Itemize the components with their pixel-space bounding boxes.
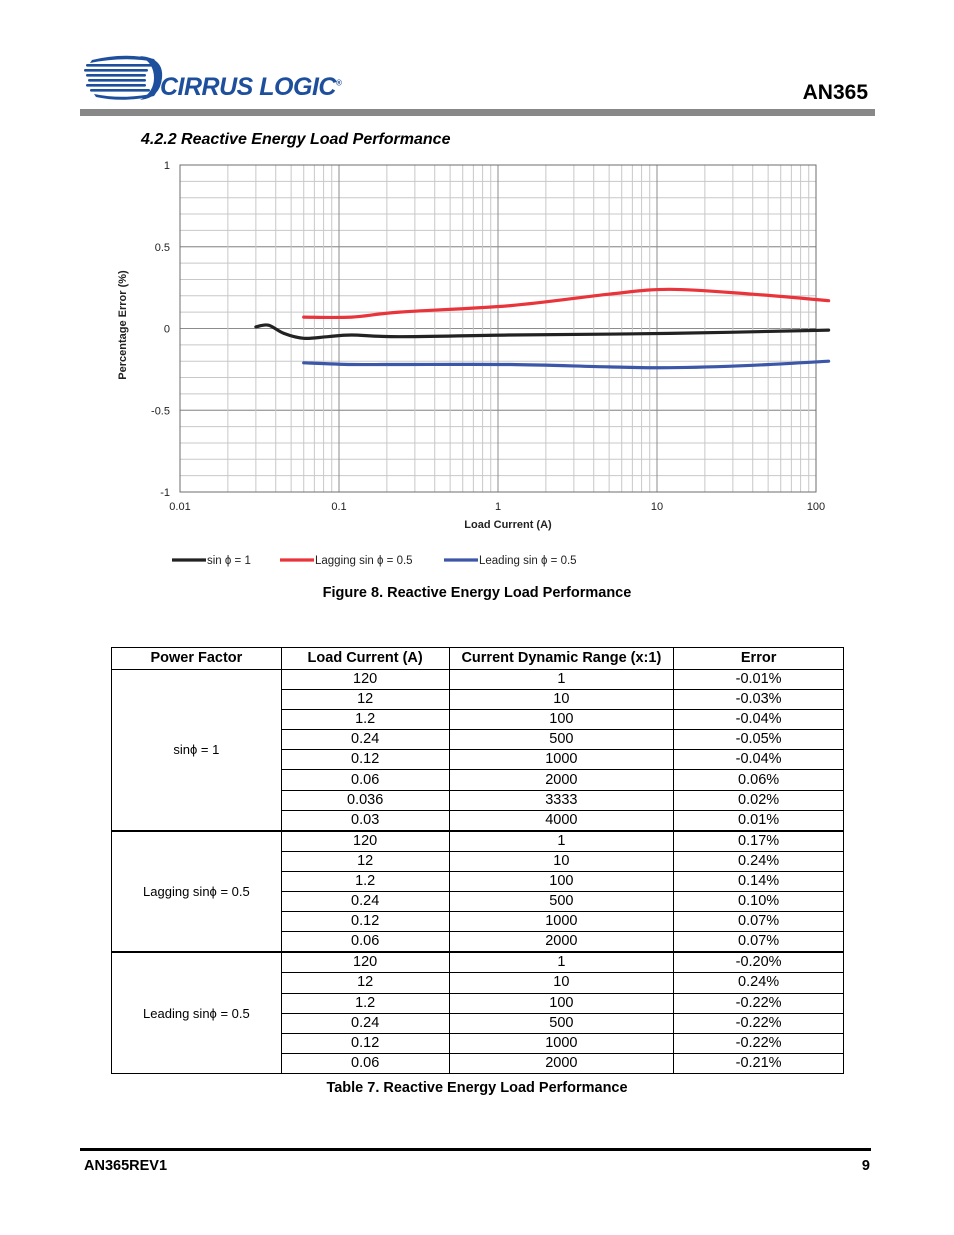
load-current-cell: 0.24 bbox=[281, 1013, 449, 1033]
load-current-cell: 120 bbox=[281, 831, 449, 852]
error-cell: -0.04% bbox=[674, 710, 844, 730]
error-cell: -0.04% bbox=[674, 750, 844, 770]
error-cell: 0.24% bbox=[674, 973, 844, 993]
error-cell: 0.07% bbox=[674, 912, 844, 932]
error-cell: 0.06% bbox=[674, 770, 844, 790]
load-current-cell: 120 bbox=[281, 952, 449, 973]
x-axis-label: Load Current (A) bbox=[464, 519, 552, 531]
dynamic-range-cell: 2000 bbox=[449, 770, 674, 790]
power-factor-cell: sinϕ = 1 bbox=[112, 670, 282, 831]
dynamic-range-cell: 2000 bbox=[449, 1053, 674, 1073]
section-title: 4.2.2 Reactive Energy Load Performance bbox=[141, 131, 451, 148]
error-cell: -0.22% bbox=[674, 993, 844, 1013]
dynamic-range-cell: 100 bbox=[449, 993, 674, 1013]
x-tick-label: 10 bbox=[650, 501, 664, 513]
load-current-cell: 12 bbox=[281, 690, 449, 710]
error-cell: -0.03% bbox=[674, 690, 844, 710]
error-cell: -0.22% bbox=[674, 1013, 844, 1033]
y-tick-label: 0 bbox=[163, 323, 170, 336]
registered-mark: ® bbox=[335, 78, 342, 88]
x-tick-label: 100 bbox=[806, 501, 826, 513]
y-tick-label: 0.5 bbox=[154, 241, 170, 254]
x-tick-label: 1 bbox=[494, 501, 502, 513]
header-load-current: Load Current (A) bbox=[281, 648, 449, 670]
load-performance-chart bbox=[0, 0, 954, 580]
document-id: AN365 bbox=[802, 81, 868, 104]
dynamic-range-cell: 10 bbox=[449, 973, 674, 993]
footer-rule bbox=[80, 1148, 871, 1151]
error-cell: 0.01% bbox=[674, 810, 844, 831]
load-current-cell: 0.036 bbox=[281, 790, 449, 810]
load-current-cell: 0.06 bbox=[281, 932, 449, 953]
power-factor-cell: Leading sinϕ = 0.5 bbox=[112, 952, 282, 1073]
dynamic-range-cell: 100 bbox=[449, 710, 674, 730]
legend-label: Lagging sin ϕ = 0.5 bbox=[315, 555, 413, 567]
load-current-cell: 1.2 bbox=[281, 993, 449, 1013]
legend-label: sin ϕ = 1 bbox=[207, 555, 251, 567]
load-current-cell: 1.2 bbox=[281, 871, 449, 891]
load-current-cell: 0.03 bbox=[281, 810, 449, 831]
header-dynamic-range: Current Dynamic Range (x:1) bbox=[449, 648, 674, 670]
load-current-cell: 0.12 bbox=[281, 912, 449, 932]
dynamic-range-cell: 100 bbox=[449, 871, 674, 891]
dynamic-range-cell: 500 bbox=[449, 1013, 674, 1033]
dynamic-range-cell: 4000 bbox=[449, 810, 674, 831]
load-current-cell: 12 bbox=[281, 851, 449, 871]
performance-table bbox=[111, 647, 844, 1074]
table-caption: Table 7. Reactive Energy Load Performance bbox=[326, 1080, 628, 1096]
y-tick-label: 1 bbox=[163, 160, 170, 172]
footer-revision: AN365REV1 bbox=[84, 1158, 168, 1174]
dynamic-range-cell: 2000 bbox=[449, 932, 674, 953]
dynamic-range-cell: 10 bbox=[449, 851, 674, 871]
error-cell: 0.17% bbox=[674, 831, 844, 852]
table-header-row bbox=[112, 648, 844, 670]
x-tick-label: 0.01 bbox=[169, 501, 191, 513]
load-current-cell: 1.2 bbox=[281, 710, 449, 730]
dynamic-range-cell: 1000 bbox=[449, 1033, 674, 1053]
series-line-1 bbox=[304, 289, 829, 317]
dynamic-range-cell: 10 bbox=[449, 690, 674, 710]
dynamic-range-cell: 3333 bbox=[449, 790, 674, 810]
dynamic-range-cell: 500 bbox=[449, 892, 674, 912]
error-cell: 0.10% bbox=[674, 892, 844, 912]
dynamic-range-cell: 1 bbox=[449, 952, 674, 973]
dynamic-range-cell: 1 bbox=[449, 670, 674, 690]
header-error: Error bbox=[674, 648, 844, 670]
header-power-factor: Power Factor bbox=[112, 648, 282, 670]
table-row bbox=[112, 952, 844, 973]
error-cell: -0.21% bbox=[674, 1053, 844, 1073]
dynamic-range-cell: 1000 bbox=[449, 912, 674, 932]
error-cell: 0.24% bbox=[674, 851, 844, 871]
error-cell: -0.20% bbox=[674, 952, 844, 973]
table-row bbox=[112, 831, 844, 852]
x-tick-label: 0.1 bbox=[331, 501, 347, 513]
error-cell: 0.02% bbox=[674, 790, 844, 810]
load-current-cell: 0.24 bbox=[281, 892, 449, 912]
load-current-cell: 12 bbox=[281, 973, 449, 993]
power-factor-cell: Lagging sinϕ = 0.5 bbox=[112, 831, 282, 953]
error-cell: 0.14% bbox=[674, 871, 844, 891]
legend-label: Leading sin ϕ = 0.5 bbox=[479, 555, 577, 567]
dynamic-range-cell: 1000 bbox=[449, 750, 674, 770]
error-cell: -0.05% bbox=[674, 730, 844, 750]
y-tick-label: -1 bbox=[160, 487, 170, 499]
error-cell: -0.01% bbox=[674, 670, 844, 690]
series-line-0 bbox=[256, 325, 829, 339]
load-current-cell: 0.12 bbox=[281, 750, 449, 770]
logo-text: CIRRUS LOGIC bbox=[160, 73, 336, 101]
dynamic-range-cell: 1 bbox=[449, 831, 674, 852]
load-current-cell: 0.06 bbox=[281, 1053, 449, 1073]
load-current-cell: 0.24 bbox=[281, 730, 449, 750]
load-current-cell: 0.06 bbox=[281, 770, 449, 790]
error-cell: 0.07% bbox=[674, 932, 844, 953]
footer-page-number: 9 bbox=[861, 1158, 870, 1174]
y-axis-label: Percentage Error (%) bbox=[117, 270, 129, 380]
series-line-2 bbox=[304, 361, 829, 368]
figure-caption: Figure 8. Reactive Energy Load Performance bbox=[322, 585, 632, 601]
dynamic-range-cell: 500 bbox=[449, 730, 674, 750]
error-cell: -0.22% bbox=[674, 1033, 844, 1053]
table-row bbox=[112, 670, 844, 690]
load-current-cell: 0.12 bbox=[281, 1033, 449, 1053]
load-current-cell: 120 bbox=[281, 670, 449, 690]
y-tick-label: -0.5 bbox=[151, 405, 170, 418]
